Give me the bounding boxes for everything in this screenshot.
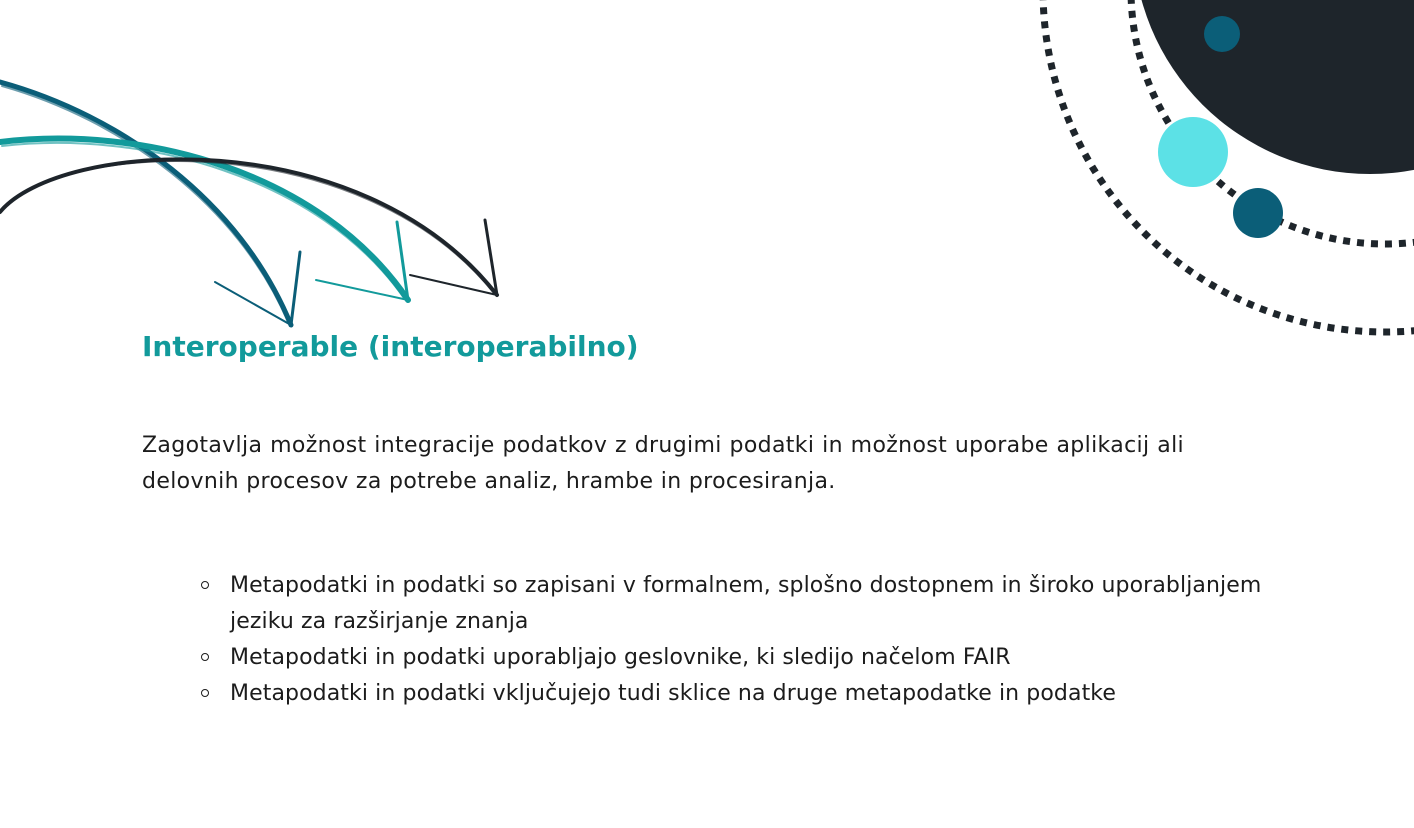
bullet-list (230, 568, 1290, 712)
bullet-item (230, 568, 1290, 640)
hollow-circle-bullet-icon (201, 689, 209, 697)
bullet-item (230, 676, 1290, 712)
bullet-text: Metapodatki in podatki so zapisani v formalnem, splošno dostopnem in široko uporabljanjem jeziku za razširjanje znanja (230, 573, 1262, 634)
slide-title: Interoperable (interoperabilno) (142, 330, 639, 363)
cyan-dot (1158, 117, 1228, 187)
hollow-circle-bullet-icon (201, 581, 209, 589)
bullet-text: Metapodatki in podatki vključujejo tudi sklice na druge metapodatke in podatke (230, 681, 1116, 706)
bullet-text: Metapodatki in podatki uporabljajo geslovnike, ki sledijo načelom FAIR (230, 645, 1011, 670)
blue-dot (1233, 188, 1283, 238)
hollow-circle-bullet-icon (201, 653, 209, 661)
intro-paragraph: Zagotavlja možnost integracije podatkov z drugimi podatki in možnost uporabe aplikacij ali delovnih procesov za potrebe analiz, hrambe in procesiranja. (142, 433, 1184, 494)
small-blue-dot (1204, 16, 1240, 52)
bullet-item (230, 640, 1290, 676)
